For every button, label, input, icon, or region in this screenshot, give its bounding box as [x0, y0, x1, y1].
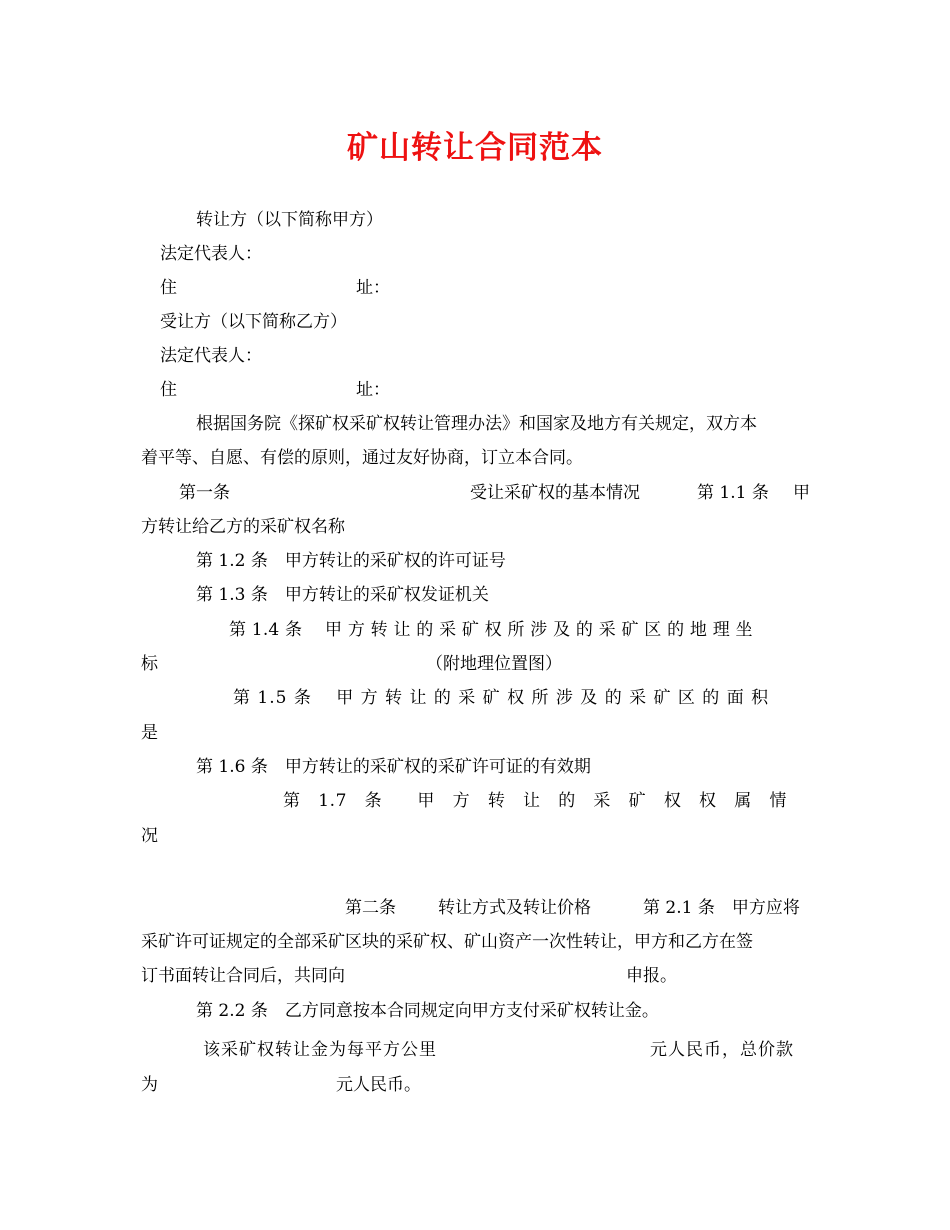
legal-rep-line-1: 法定代表人： — [160, 244, 262, 264]
article-1-heading: 第一条 — [179, 483, 230, 503]
clause-2-1-line-2: 采矿许可证规定的全部采矿区块的采矿权、矿山资产一次性转让，甲方和乙方在签 — [141, 932, 753, 952]
clause-2-2-line-3: 为 — [141, 1075, 158, 1095]
clause-2-1-line-3-end: 申报。 — [626, 966, 677, 986]
document-title: 矿山转让合同范本 — [347, 130, 603, 166]
clause-1-3: 第 1.3 条 甲方转让的采矿权发证机关 — [196, 585, 489, 605]
clause-1-7-continuation: 况 — [141, 826, 158, 846]
clause-2-2-line-2-end: 元人民币，总价款 — [650, 1040, 794, 1060]
clause-1-4-attachment-note: （附地理位置图） — [426, 654, 562, 674]
preamble-line-2: 着平等、自愿、有偿的原则，通过友好协商，订立本合同。 — [141, 448, 583, 468]
preamble-line-1: 根据国务院《探矿权采矿权转让管理办法》和国家及地方有关规定，双方本 — [196, 414, 757, 434]
article-2-title: 转让方式及转让价格 — [438, 898, 591, 918]
transferor-line: 转让方（以下简称甲方） — [196, 210, 383, 230]
clause-1-1-number: 第 1.1 条 — [697, 483, 769, 503]
clause-1-5-line-1: 第 1.5 条 甲 方 转 让 的 采 矿 权 所 涉 及 的 采 矿 区 的 面 积 — [233, 688, 770, 708]
article-1-title: 受让采矿权的基本情况 — [470, 483, 640, 503]
clause-1-6: 第 1.6 条 甲方转让的采矿权的采矿许可证的有效期 — [196, 757, 591, 777]
address-suffix-1: 址： — [356, 278, 390, 298]
clause-2-1-start: 第 2.1 条 甲方应将 — [643, 898, 800, 918]
clause-2-2: 第 2.2 条 乙方同意按本合同规定向甲方支付采矿权转让金。 — [196, 1001, 659, 1021]
transferee-line: 受让方（以下简称乙方） — [160, 312, 347, 332]
clause-1-4-line-1: 第 1.4 条 甲 方 转 让 的 采 矿 权 所 涉 及 的 采 矿 区 的 地 理 坐 — [229, 620, 753, 640]
clause-2-2-line-3-end: 元人民币。 — [336, 1075, 421, 1095]
clause-2-2-line-2: 该采矿权转让金为每平方公里 — [203, 1040, 437, 1060]
clause-1-1-continuation: 方转让给乙方的采矿权名称 — [141, 517, 345, 537]
clause-2-1-line-3: 订书面转让合同后，共同向 — [141, 966, 345, 986]
clause-1-2: 第 1.2 条 甲方转让的采矿权的许可证号 — [196, 551, 506, 571]
address-label-1: 住 — [160, 278, 177, 298]
legal-rep-line-2: 法定代表人： — [160, 346, 262, 366]
address-label-2: 住 — [160, 380, 177, 400]
address-suffix-2: 址： — [356, 380, 390, 400]
clause-1-1-start: 甲 — [793, 483, 810, 503]
clause-1-5-continuation: 是 — [141, 723, 158, 743]
article-2-heading: 第二条 — [345, 898, 396, 918]
clause-1-4-continuation: 标 — [141, 654, 158, 674]
clause-1-7-line-1: 第 1.7 条 甲 方 转 让 的 采 矿 权 权 属 情 — [283, 791, 788, 811]
